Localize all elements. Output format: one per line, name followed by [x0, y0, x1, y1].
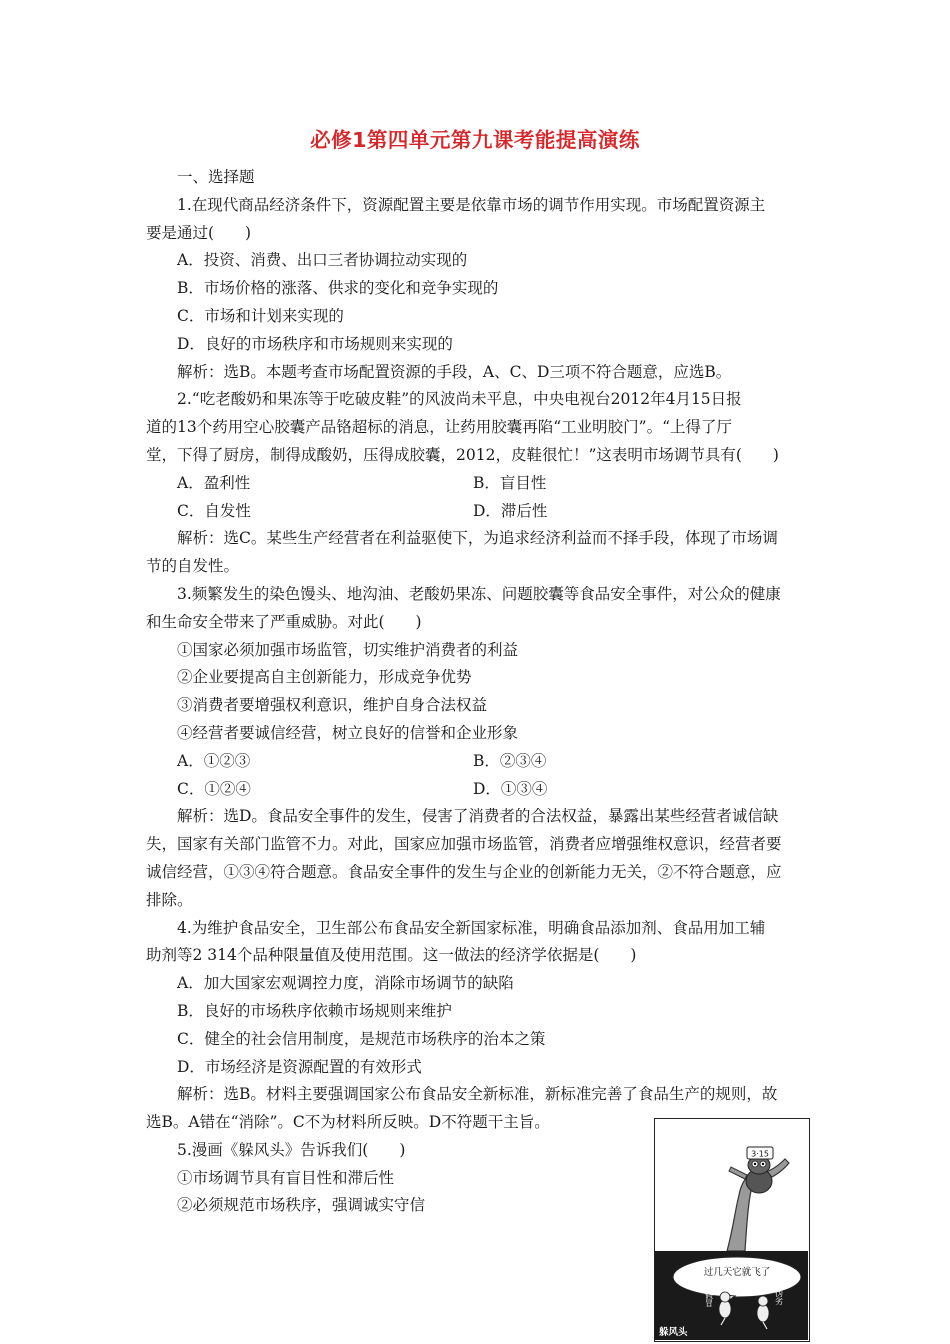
q1-stem-line2: 要是通过( ): [146, 223, 252, 242]
q3-analysis-line2: 失，国家有关部门监管不力。对此，国家应加强市场监管，消费者应增强维权意识，经营者要: [146, 835, 782, 854]
cartoon-badge-text: 3·15: [751, 1149, 769, 1159]
q3-option-b: B．②③④: [473, 751, 547, 770]
q5-item-1: ①市场调节具有盲目性和滞后性: [177, 1168, 395, 1187]
q2-analysis-line1: 解析：选C。某些生产经营者在利益驱使下，为追求经济利益而不择手段，体现了市场调: [177, 529, 778, 548]
q3-options-row1: [146, 748, 808, 776]
q4-option-d: D．市场经济是资源配置的有效形式: [177, 1057, 422, 1076]
q3-option-d: D．①③④: [473, 779, 548, 798]
q3-item-1: ①国家必须加强市场监管，切实维护消费者的利益: [177, 640, 519, 659]
q1-analysis: 解析：选B。本题考查市场配置资源的手段，A、C、D三项不符合题意，应选B。: [177, 362, 732, 381]
q2-options-row2: [146, 498, 808, 526]
q2-stem-line2: 道的13个药用空心胶囊产品铬超标的消息，让药用胶囊再陷“工业明胶门”。“上得了厅: [146, 418, 732, 437]
q1-option-b: B．市场价格的涨落、供求的变化和竞争实现的: [177, 279, 499, 298]
q3-option-a: A．①②③: [177, 751, 251, 770]
q1-option-a: A．投资、消费、出口三者协调拉动实现的: [177, 251, 468, 270]
section-heading: 一、选择题: [177, 168, 255, 186]
q5-item-2: ②必须规范市场秩序，强调诚实守信: [177, 1196, 426, 1215]
q3-stem-line1: 3.频繁发生的染色馒头、地沟油、老酸奶果冻、问题胶囊等食品安全事件，对公众的健康: [177, 584, 781, 603]
q1-option-c: C．市场和计划来实现的: [177, 306, 344, 325]
q3-item-3: ③消费者要增强权利意识，维护自身合法权益: [177, 696, 488, 715]
q2-stem-line3: 堂，下得了厨房，制得成酸奶，压得成胶囊，2012，皮鞋很忙！”这表明市场调节具有( ): [146, 445, 779, 464]
q3-stem-line2: 和生命安全带来了严重威胁。对此( ): [146, 612, 422, 631]
q3-option-c: C．①②④: [177, 779, 251, 798]
q4-stem-line1: 4.为维护食品安全，卫生部公布食品安全新国家标准，明确食品添加剂、食品用加工辅: [177, 918, 766, 937]
q2-option-d: D．滞后性: [473, 501, 548, 520]
q2-options-row1: [146, 470, 808, 498]
q4-analysis-line2: 选B。A错在“消除”。C不为材料所反映。D不符题干主旨。: [146, 1113, 550, 1132]
cartoon-speech-text: 过几天它就飞了: [703, 1267, 771, 1278]
q2-analysis-line2: 节的自发性。: [146, 557, 240, 576]
q4-option-b: B．良好的市场秩序依赖市场规则来维护: [177, 1001, 452, 1020]
q4-stem-line2: 助剂等2 314个品种限量值及使用范围。这一做法的经济学依据是( ): [146, 946, 637, 965]
cartoon-left-sign: 假冒: [704, 1291, 714, 1307]
q3-analysis-line4: 排除。: [146, 890, 193, 909]
q5-stem: 5.漫画《躲风头》告诉我们( ): [177, 1140, 406, 1159]
q2-option-a: A．盈利性: [177, 473, 251, 492]
q2-option-b: B．盲目性: [473, 473, 547, 492]
cartoon-right-sign: 伪劣: [774, 1289, 784, 1305]
q4-analysis-line1: 解析：选B。材料主要强调国家公布食品安全新标准，新标准完善了食品生产的规则，故: [177, 1085, 778, 1104]
document-title: 必修1第四单元第九课考能提高演练: [310, 128, 640, 152]
document-body: [146, 164, 808, 1220]
q4-option-a: A．加大国家宏观调控力度，消除市场调节的缺陷: [177, 974, 514, 993]
q4-option-c: C．健全的社会信用制度，是规范市场秩序的治本之策: [177, 1029, 546, 1048]
cartoon-caption: 躲风头: [659, 1327, 688, 1338]
q1-option-d: D．良好的市场秩序和市场规则来实现的: [177, 334, 453, 353]
cartoon-illustration: [654, 1118, 810, 1342]
q3-analysis-line1: 解析：选D。食品安全事件的发生，侵害了消费者的合法权益，暴露出某些经营者诚信缺: [177, 807, 779, 826]
cartoon-drawing: [655, 1119, 808, 1340]
q2-stem-line1: 2.“吃老酸奶和果冻等于吃破皮鞋”的风波尚未平息，中央电视台2012年4月15日报: [177, 390, 742, 409]
q2-option-c: C．自发性: [177, 501, 251, 520]
q3-item-4: ④经营者要诚信经营，树立良好的信誉和企业形象: [177, 723, 519, 742]
q3-item-2: ②企业要提高自主创新能力，形成竞争优势: [177, 668, 472, 687]
owl-icon: [746, 1156, 772, 1193]
q3-analysis-line3: 诚信经营，①③④符合题意。食品安全事件的发生与企业的创新能力无关，②不符合题意，应: [146, 862, 782, 881]
q3-options-row2: [146, 776, 808, 804]
q1-stem-line1: 1.在现代商品经济条件下，资源配置主要是依靠市场的调节作用实现。市场配置资源主: [177, 195, 766, 214]
